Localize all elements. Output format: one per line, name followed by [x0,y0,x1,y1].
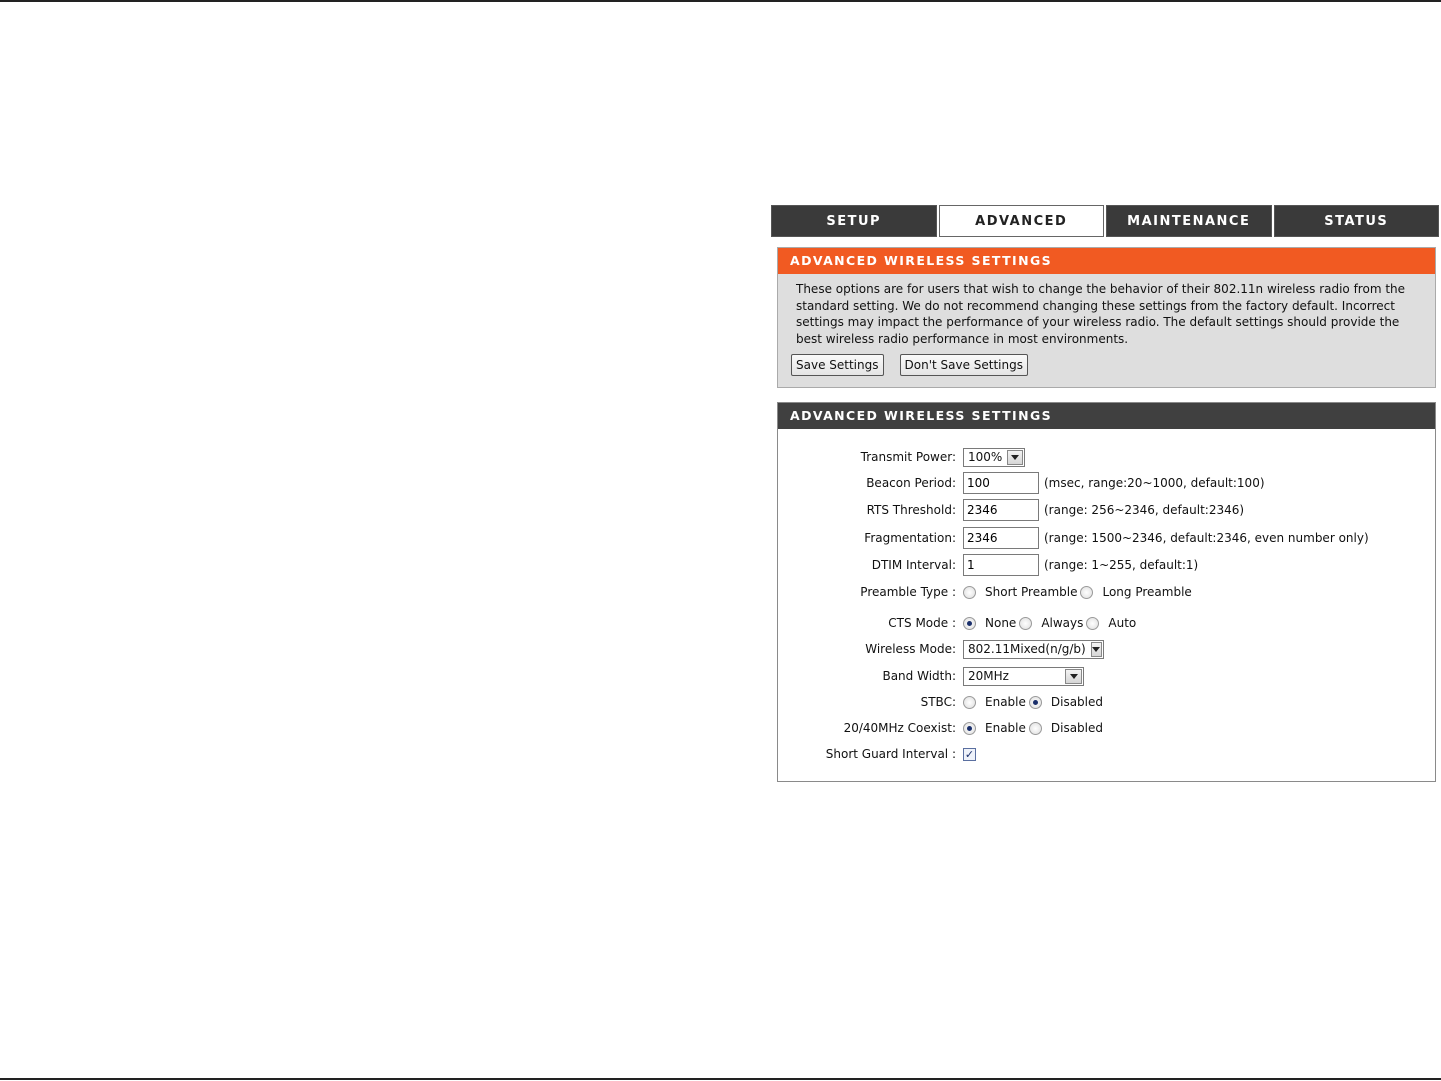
short-preamble-radio[interactable] [963,586,976,599]
transmit-power-row [778,446,1435,468]
stbc-disabled-label: Disabled [1050,695,1104,709]
short-guard-checkbox[interactable] [963,748,976,761]
long-preamble-label: Long Preamble [1102,585,1192,599]
dtim-interval-label: DTIM Interval: [871,558,956,572]
short-preamble-label: Short Preamble [985,585,1078,599]
fragmentation-input[interactable] [963,527,1039,549]
band-width-row [778,665,1435,687]
info-panel-title: ADVANCED WIRELESS SETTINGS [778,248,1435,274]
wireless-mode-select[interactable] [963,640,1104,659]
fragmentation-label: Fragmentation: [864,531,956,545]
cts-none-label: None [985,616,1017,630]
cts-mode-row [778,612,1435,634]
chevron-down-icon [1065,669,1082,684]
wireless-mode-row [778,638,1435,660]
dtim-interval-row [778,554,1435,576]
top-rule [0,0,1441,2]
tab-advanced[interactable]: ADVANCED [939,205,1105,237]
tab-maintenance[interactable]: MAINTENANCE [1106,205,1272,237]
stbc-row [778,691,1435,713]
cts-auto-radio[interactable] [1086,617,1099,630]
checkmark-icon: ✓ [964,747,975,761]
rts-threshold-row [778,499,1435,521]
cts-always-radio[interactable] [1019,617,1032,630]
save-settings-button[interactable]: Save Settings [791,354,884,376]
chevron-down-icon [1091,642,1102,657]
short-guard-label: Short Guard Interval : [825,747,956,761]
advanced-wireless-settings-panel [777,402,1436,782]
dont-save-settings-button[interactable]: Don't Save Settings [900,354,1029,376]
beacon-period-input[interactable] [963,472,1039,494]
coexist-enable-radio[interactable] [963,722,976,735]
cts-mode-label: CTS Mode : [888,616,956,630]
beacon-period-label: Beacon Period: [866,476,956,490]
rts-threshold-input[interactable] [963,499,1039,521]
beacon-period-row [778,472,1435,494]
cts-auto-label: Auto [1108,616,1137,630]
cts-always-label: Always [1041,616,1084,630]
rts-threshold-hint: (range: 256~2346, default:2346) [1044,503,1245,517]
preamble-type-label: Preamble Type : [860,585,956,599]
stbc-enable-label: Enable [985,695,1026,709]
transmit-power-label: Transmit Power: [860,450,956,464]
band-width-value: 20MHz [968,669,1009,683]
wireless-mode-value: 802.11Mixed(n/g/b) [968,642,1086,656]
dtim-interval-hint: (range: 1~255, default:1) [1044,558,1199,572]
band-width-select[interactable] [963,667,1084,686]
coexist-disabled-radio[interactable] [1029,722,1042,735]
short-guard-row [778,743,1435,765]
wireless-mode-label: Wireless Mode: [865,642,956,656]
chevron-down-icon [1007,450,1023,465]
transmit-power-value: 100% [968,450,1003,464]
long-preamble-radio[interactable] [1080,586,1093,599]
stbc-enable-radio[interactable] [963,696,976,709]
fragmentation-row [778,527,1435,549]
coexist-label: 20/40MHz Coexist: [843,721,956,735]
preamble-type-row [778,581,1435,603]
advanced-wireless-info-panel [777,247,1436,388]
band-width-label: Band Width: [882,669,956,683]
info-description: These options are for users that wish to change the behavior of their 802.11n wireless radio from the standard setting. We do not recommend changing these settings from the factory default. Incorrect settings may impact the performance of your wireless radio. The default settings should provide the best wireless radio performance in most environments. [796,282,1406,346]
transmit-power-select[interactable] [963,448,1025,467]
coexist-disabled-label: Disabled [1050,721,1104,735]
beacon-period-hint: (msec, range:20~1000, default:100) [1044,476,1265,490]
coexist-enable-label: Enable [985,721,1026,735]
dtim-interval-input[interactable] [963,554,1039,576]
bottom-rule [0,1078,1441,1080]
stbc-disabled-radio[interactable] [1029,696,1042,709]
tab-setup[interactable]: SETUP [771,205,937,237]
rts-threshold-label: RTS Threshold: [866,503,956,517]
cts-none-radio[interactable] [963,617,976,630]
top-nav-tabs [771,205,1439,237]
settings-panel-title: ADVANCED WIRELESS SETTINGS [778,403,1435,429]
stbc-label: STBC: [920,695,956,709]
coexist-row [778,717,1435,739]
fragmentation-hint: (range: 1500~2346, default:2346, even number only) [1044,531,1369,545]
action-buttons [778,347,1435,376]
tab-status[interactable]: STATUS [1274,205,1440,237]
